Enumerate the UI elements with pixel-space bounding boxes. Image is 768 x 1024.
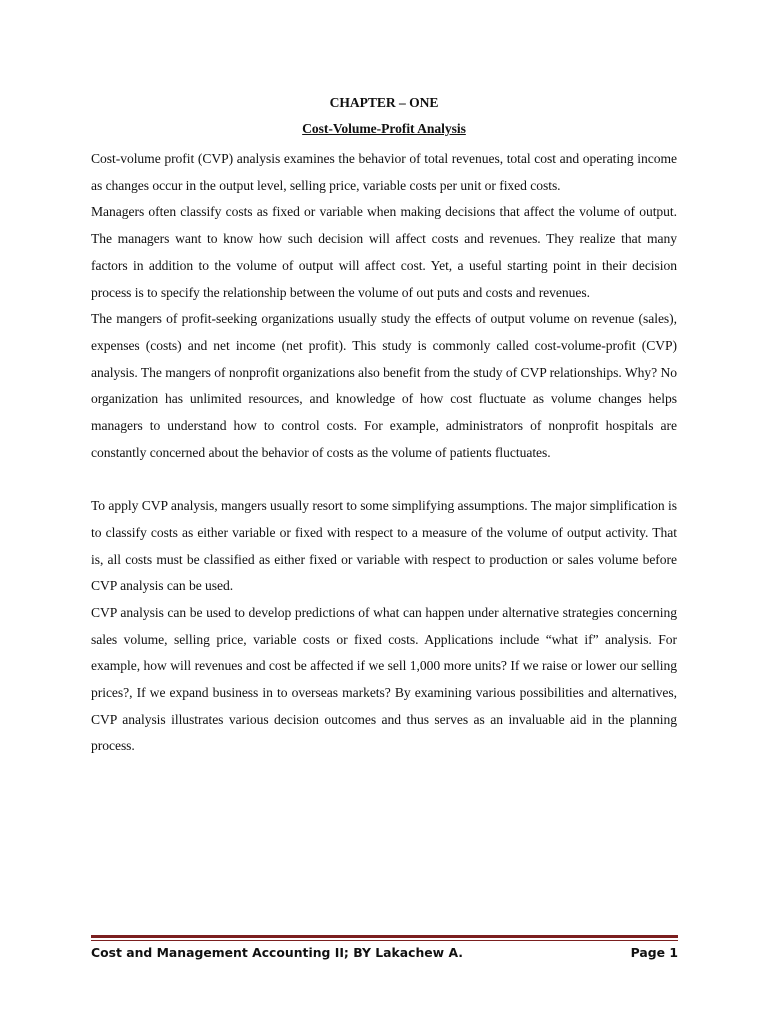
page-content [91, 93, 677, 760]
page-footer [91, 943, 678, 963]
paragraph-simplifying-assumptions: To apply CVP analysis, mangers usually resort to some simplifying assumptions. The major simplification is to classify costs as either variable or fixed with respect to a measure of the volume of output activity. That is, all costs must be classified as either fixed or variable with respect to production or sales volume before CVP analysis can be used. [91, 498, 677, 594]
paragraph-predictions: CVP analysis can be used to develop predictions of what can happen under alternative strategies concerning sales volume, selling price, variable costs or fixed costs. Applications include “what if” analysis. For example, how will revenues and cost be affected if we sell 1,000 more units? If we raise or lower our selling prices?, If we expand business in to overseas markets? By examining various possibilities and alternatives, CVP analysis illustrates various decision outcomes and thus serves as an invaluable aid in the planning process. [91, 604, 677, 754]
paragraph-cvp-definition: Cost-volume profit (CVP) analysis examines the behavior of total revenues, total cost and operating income as changes occur in the output level, selling price, variable costs per unit or fixed costs. [91, 151, 677, 193]
paragraph-spacer [91, 466, 677, 493]
chapter-heading: CHAPTER – ONE [329, 95, 439, 110]
section-title: Cost-Volume-Profit Analysis [302, 121, 466, 136]
footer-page-number: Page 1 [630, 945, 678, 960]
paragraph-profit-seeking: The mangers of profit-seeking organizations usually study the effects of output volume on revenue (sales), expenses (costs) and net income (net profit). This study is commonly called cost-volume-profit (CVP) analysis. The mangers of nonprofit organizations also benefit from the study of CVP relationships. Why? No organization has unlimited resources, and knowledge of how cost fluctuate as volume changes helps managers to understand how to control costs. For example, administrators of nonprofit hospitals are constantly concerned about the behavior of costs as the volume of patients fluctuates. [91, 311, 677, 460]
footer-course-title: Cost and Management Accounting II; BY Lakachew A. [91, 945, 463, 960]
paragraph-managers-classify: Managers often classify costs as fixed or variable when making decisions that affect the volume of output. The managers want to know how such decision will affect costs and revenues. They realize that many factors in addition to the volume of output will affect cost. Yet, a useful starting point in their decision process is to specify the relationship between the volume of out puts and costs and revenues. [91, 204, 677, 300]
footer-rule-thin [91, 940, 678, 941]
footer-rule-thick [91, 935, 678, 938]
